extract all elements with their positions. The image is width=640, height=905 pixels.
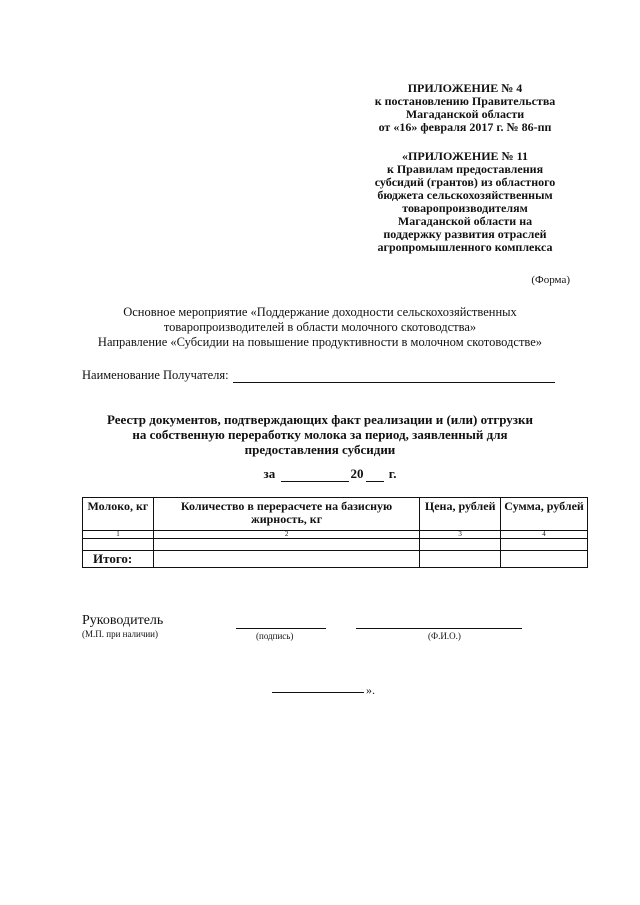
table-total-row: [83, 551, 588, 568]
table-cell[interactable]: [420, 539, 501, 551]
header-quantity: Количество в перерасчете на базисную жирность, кг: [153, 498, 419, 531]
table-cell[interactable]: [83, 539, 154, 551]
measure-line: Основное мероприятие «Поддержание доходности сельскохозяйственных: [123, 305, 517, 319]
closing-quote: ».: [366, 683, 375, 697]
register-table: [82, 497, 588, 568]
table-row: [83, 539, 588, 551]
period-field[interactable]: [281, 469, 349, 482]
table-cell[interactable]: [420, 551, 501, 568]
table-cell[interactable]: [501, 551, 588, 568]
date-line[interactable]: [272, 692, 364, 693]
name-line[interactable]: [356, 628, 522, 629]
column-number: 1: [83, 531, 154, 539]
total-label: Итого:: [83, 551, 154, 568]
year-field[interactable]: [366, 469, 384, 482]
table-cell[interactable]: [501, 539, 588, 551]
recipient-field[interactable]: [233, 370, 555, 383]
appendix-header: [340, 82, 590, 134]
table-cell[interactable]: [153, 551, 419, 568]
appendix-rules-line: субсидий (грантов) из областного: [374, 175, 556, 189]
appendix-rules-line: товаропроизводителям: [402, 201, 528, 215]
signature-caption: (подпись): [256, 631, 294, 641]
column-number: 4: [501, 531, 588, 539]
appendix-rules-line: бюджета сельскохозяйственным: [377, 188, 553, 202]
recipient-label: Наименование Получателя:: [82, 368, 229, 382]
appendix-rules-header: [340, 150, 590, 254]
name-caption: (Ф.И.О.): [428, 631, 461, 641]
appendix-rules-line: агропромышленного комплекса: [377, 240, 553, 254]
header-price: Цена, рублей: [420, 498, 501, 531]
period-suffix: г.: [388, 466, 397, 481]
form-label: (Форма): [531, 274, 570, 286]
appendix-line: к постановлению Правительства: [374, 94, 556, 108]
measure-line: товаропроизводителей в области молочного скотоводства»: [163, 320, 477, 334]
direction-line: Направление «Субсидии на повышение продуктивности в молочном скотоводстве»: [97, 335, 543, 349]
appendix-line: от «16» февраля 2017 г. № 86-пп: [378, 120, 552, 134]
table-cell[interactable]: [153, 539, 419, 551]
title-line: предоставления субсидии: [244, 442, 396, 457]
period-row: [180, 466, 480, 482]
appendix-rules-line: Магаданской области на: [397, 214, 533, 228]
table-number-row: [83, 531, 588, 539]
signature-role: Руководитель: [82, 613, 164, 628]
title-line: на собственную переработку молока за период, заявленный для: [132, 427, 508, 442]
stamp-caption: (М.П. при наличии): [82, 629, 158, 639]
signature-line[interactable]: [236, 628, 326, 629]
period-prefix: за: [263, 466, 276, 481]
appendix-rules-title: «ПРИЛОЖЕНИЕ № 11: [402, 149, 528, 163]
table-header-row: [83, 498, 588, 531]
period-year-prefix: 20: [350, 466, 364, 481]
appendix-rules-line: поддержку развития отраслей: [383, 227, 547, 241]
recipient-row: [82, 368, 555, 383]
appendix-rules-line: к Правилам предоставления: [386, 162, 544, 176]
title-line: Реестр документов, подтверждающих факт реализации и (или) отгрузки: [106, 412, 534, 427]
register-title: [80, 412, 560, 457]
column-number: 3: [420, 531, 501, 539]
appendix-line: Магаданской области: [405, 107, 525, 121]
column-number: 2: [153, 531, 419, 539]
header-sum: Сумма, рублей: [501, 498, 588, 531]
appendix-title: ПРИЛОЖЕНИЕ № 4: [407, 81, 523, 95]
header-milk: Молоко, кг: [83, 498, 154, 531]
